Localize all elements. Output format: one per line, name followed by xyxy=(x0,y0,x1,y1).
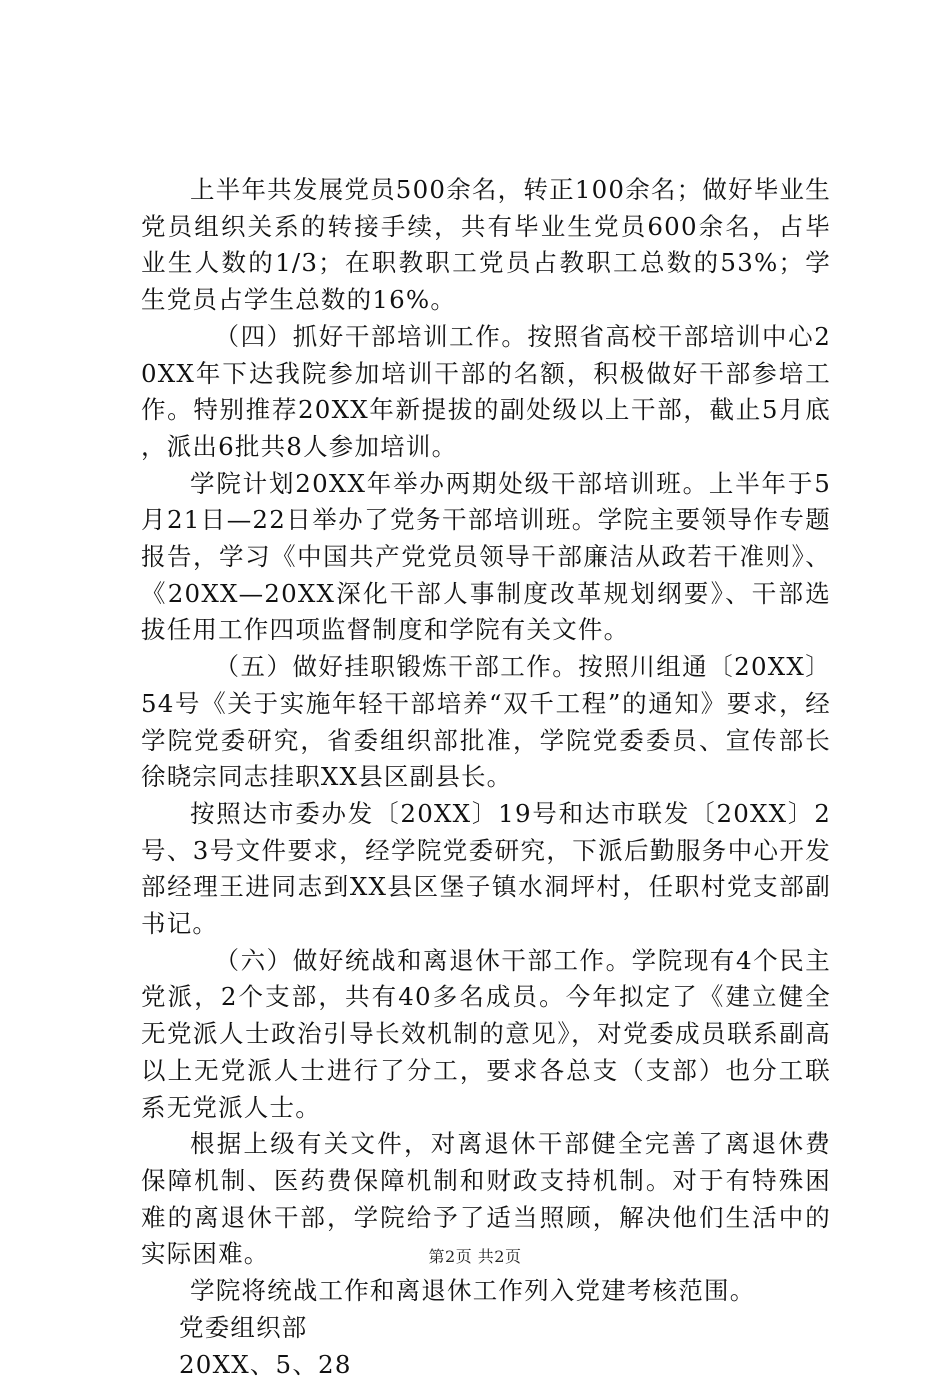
paragraph-village-assignment: 按照达市委办发〔20XX〕19号和达市联发〔20XX〕2号、3号文件要求，经学院党委研究，下派后勤服务中心开发部经理王进同志到XX县区堡子镇水洞坪村，任职村党支部副书记。 xyxy=(141,796,831,943)
paragraph-temporary-post: （五）做好挂职锻炼干部工作。按照川组通〔20XX〕54号《关于实施年轻干部培养“双千工程”的通知》要求，经学院党委研究，省委组织部批准，学院党委委员、宣传部长徐晓宗同志挂职XX县区副县长。 xyxy=(141,649,831,796)
page-footer: 第2页 共2页 xyxy=(0,1244,950,1267)
signature-department: 党委组织部 xyxy=(141,1310,831,1347)
paragraph-training-class: 学院计划20XX年举办两期处级干部培训班。上半年于5月21日—22日举办了党务干部培训班。学院主要领导作专题报告，学习《中国共产党党员领导干部廉洁从政若干准则》、《20XX—20XX深化干部人事制度改革规划纲要》、干部选拔任用工作四项监督制度和学院有关文件。 xyxy=(141,466,831,650)
paragraph-united-front: （六）做好统战和离退休干部工作。学院现有4个民主党派，2个支部，共有40多名成员。今年拟定了《建立健全无党派人士政治引导长效机制的意见》，对党委成员联系副高以上无党派人士进行了分工，要求各总支（支部）也分工联系无党派人士。 xyxy=(141,943,831,1127)
document-body xyxy=(141,172,831,1383)
signature-date: 20XX、5、28 xyxy=(141,1347,831,1383)
paragraph-retirees: 根据上级有关文件，对离退休干部健全完善了离退休费保障机制、医药费保障机制和财政支持机制。对于有特殊困难的离退休干部，学院给予了适当照顾，解决他们生活中的实际困难。 xyxy=(141,1126,831,1273)
paragraph-party-members: 上半年共发展党员500余名，转正100余名；做好毕业生党员组织关系的转接手续，共有毕业生党员600余名，占毕业生人数的1/3；在职教职工党员占教职工总数的53%；学生党员占学生总数的16%。 xyxy=(141,172,831,319)
paragraph-assessment: 学院将统战工作和离退休工作列入党建考核范围。 xyxy=(141,1273,831,1310)
paragraph-cadre-training: （四）抓好干部培训工作。按照省高校干部培训中心20XX年下达我院参加培训干部的名额，积极做好干部参培工作。特别推荐20XX年新提拔的副处级以上干部，截止5月底，派出6批共8人参加培训。 xyxy=(141,319,831,466)
